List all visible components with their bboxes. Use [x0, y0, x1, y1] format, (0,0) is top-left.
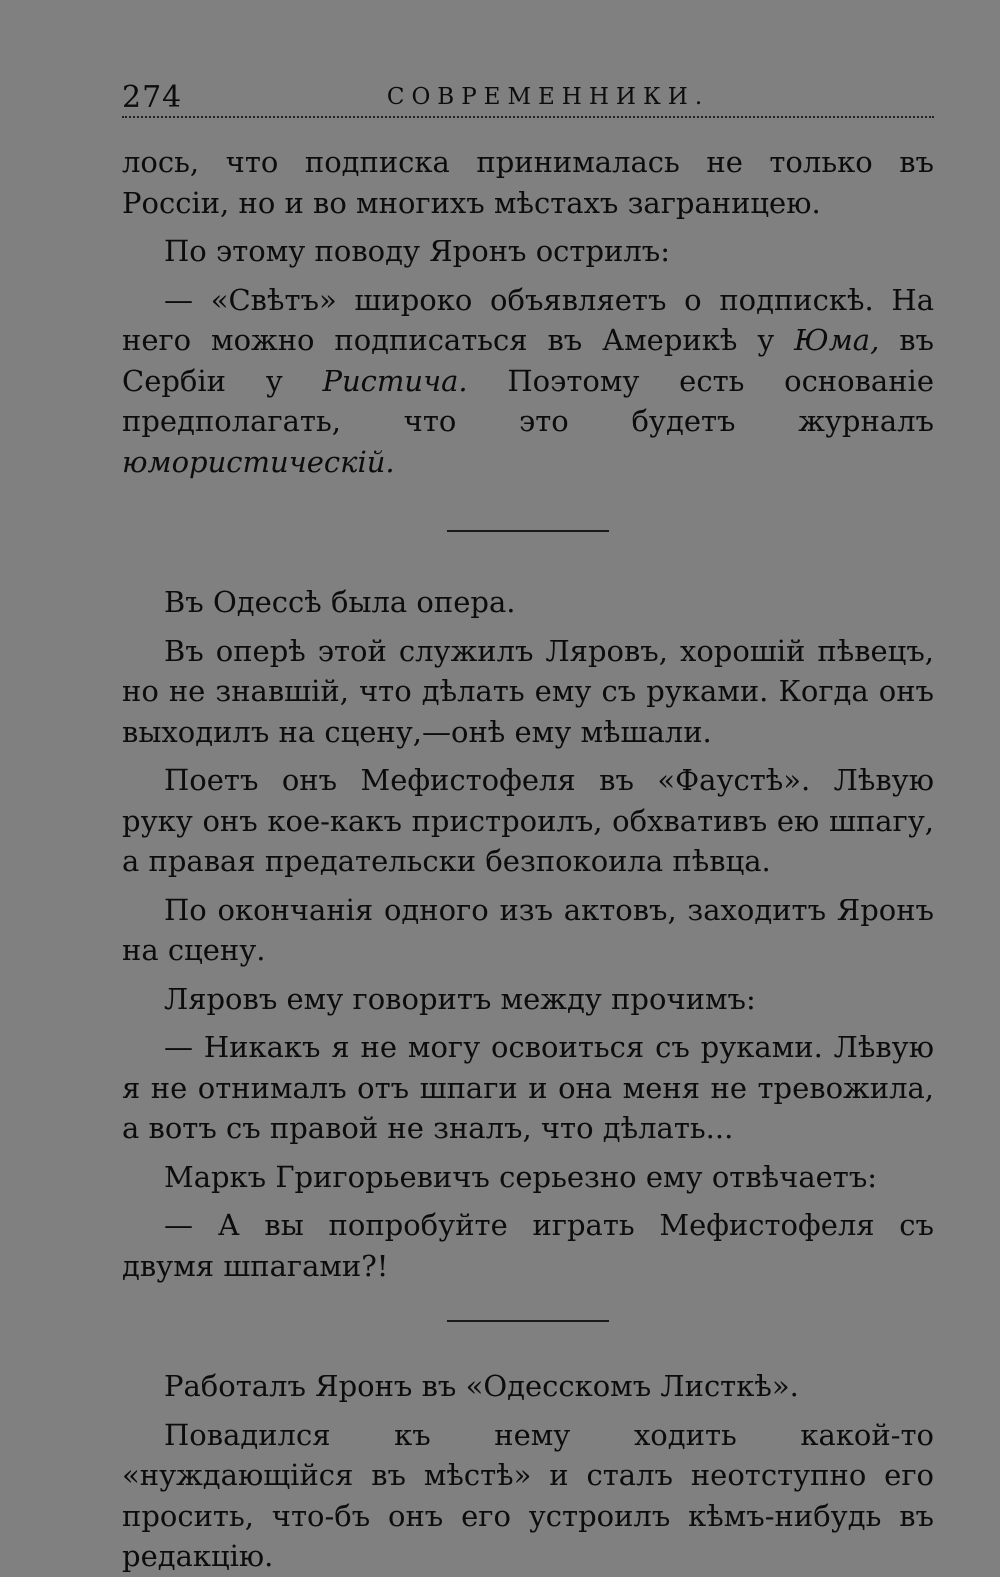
- paragraph-dialogue: — А вы попробуйте играть Мефистофеля съ двумя шпагами?!: [122, 1208, 934, 1283]
- paragraph-continuation: лось, что подписка принималась не только въ Россіи, но и во многихъ мѣстахъ заграницею.: [122, 145, 934, 220]
- text-run: въ Сербіи у: [122, 323, 934, 398]
- paragraph: Маркъ Григорьевичъ серьезно ему отвѣчаетъ:: [164, 1159, 878, 1194]
- page-number: 274: [122, 80, 183, 115]
- paragraph: Работалъ Яронъ въ «Одесскомъ Листкѣ».: [164, 1369, 799, 1403]
- paragraph: Ляровъ ему говоритъ между прочимъ:: [164, 981, 756, 1016]
- paragraph: Повадился къ нему ходить какой-то «нуждающійся въ мѣстѣ» и сталъ неотступно его просить, что-бъ онъ его устроилъ кѣмъ-нибудь въ редакцію.: [122, 1417, 934, 1573]
- header-dotted-rule: [122, 116, 934, 118]
- paragraph: По окончанія одного изъ актовъ, заходитъ Яронъ на сцену.: [122, 892, 934, 967]
- italic-name-yuma: Юма,: [794, 323, 880, 357]
- paragraph-quote: [122, 280, 934, 483]
- paragraph: Въ Одессѣ была опера.: [164, 585, 516, 619]
- paragraph: Въ оперѣ этой служилъ Ляровъ, хорошій пѣвецъ, но не знавшій, что дѣлать ему съ руками. Когда онъ выходилъ на сцену,—онѣ ему мѣшали.: [122, 633, 934, 749]
- text-run: — «Свѣтъ» широко объявляетъ о подпискѣ. На него можно подписаться въ Америкѣ у: [122, 282, 934, 357]
- paragraph: По этому поводу Яронъ острилъ:: [164, 234, 670, 268]
- text-run: Поэтому есть основаніе предполагать, что это будетъ журналъ: [122, 363, 934, 438]
- italic-name-ristich: Ристича.: [322, 363, 468, 398]
- running-head: [122, 70, 934, 114]
- paragraph: Поетъ онъ Мефистофеля въ «Фаустѣ». Лѣвую руку онъ кое-какъ пристроилъ, обхвативъ ею шпагу, а правая предательски безпокоила пѣвца.: [122, 763, 934, 878]
- paragraph-dialogue: — Никакъ я не могу освоиться съ руками. Лѣвую я не отнималъ отъ шпаги и она меня не тревожила, а вотъ съ правой не зналъ, что дѣлать...: [122, 1030, 934, 1145]
- page-text: [122, 142, 934, 1577]
- book-page: [122, 70, 934, 1577]
- section-divider: [447, 1320, 609, 1322]
- italic-word-humorous: юмористическій.: [122, 444, 395, 479]
- running-title: СОВРЕМЕННИКИ.: [386, 84, 710, 110]
- section-divider: [447, 530, 609, 532]
